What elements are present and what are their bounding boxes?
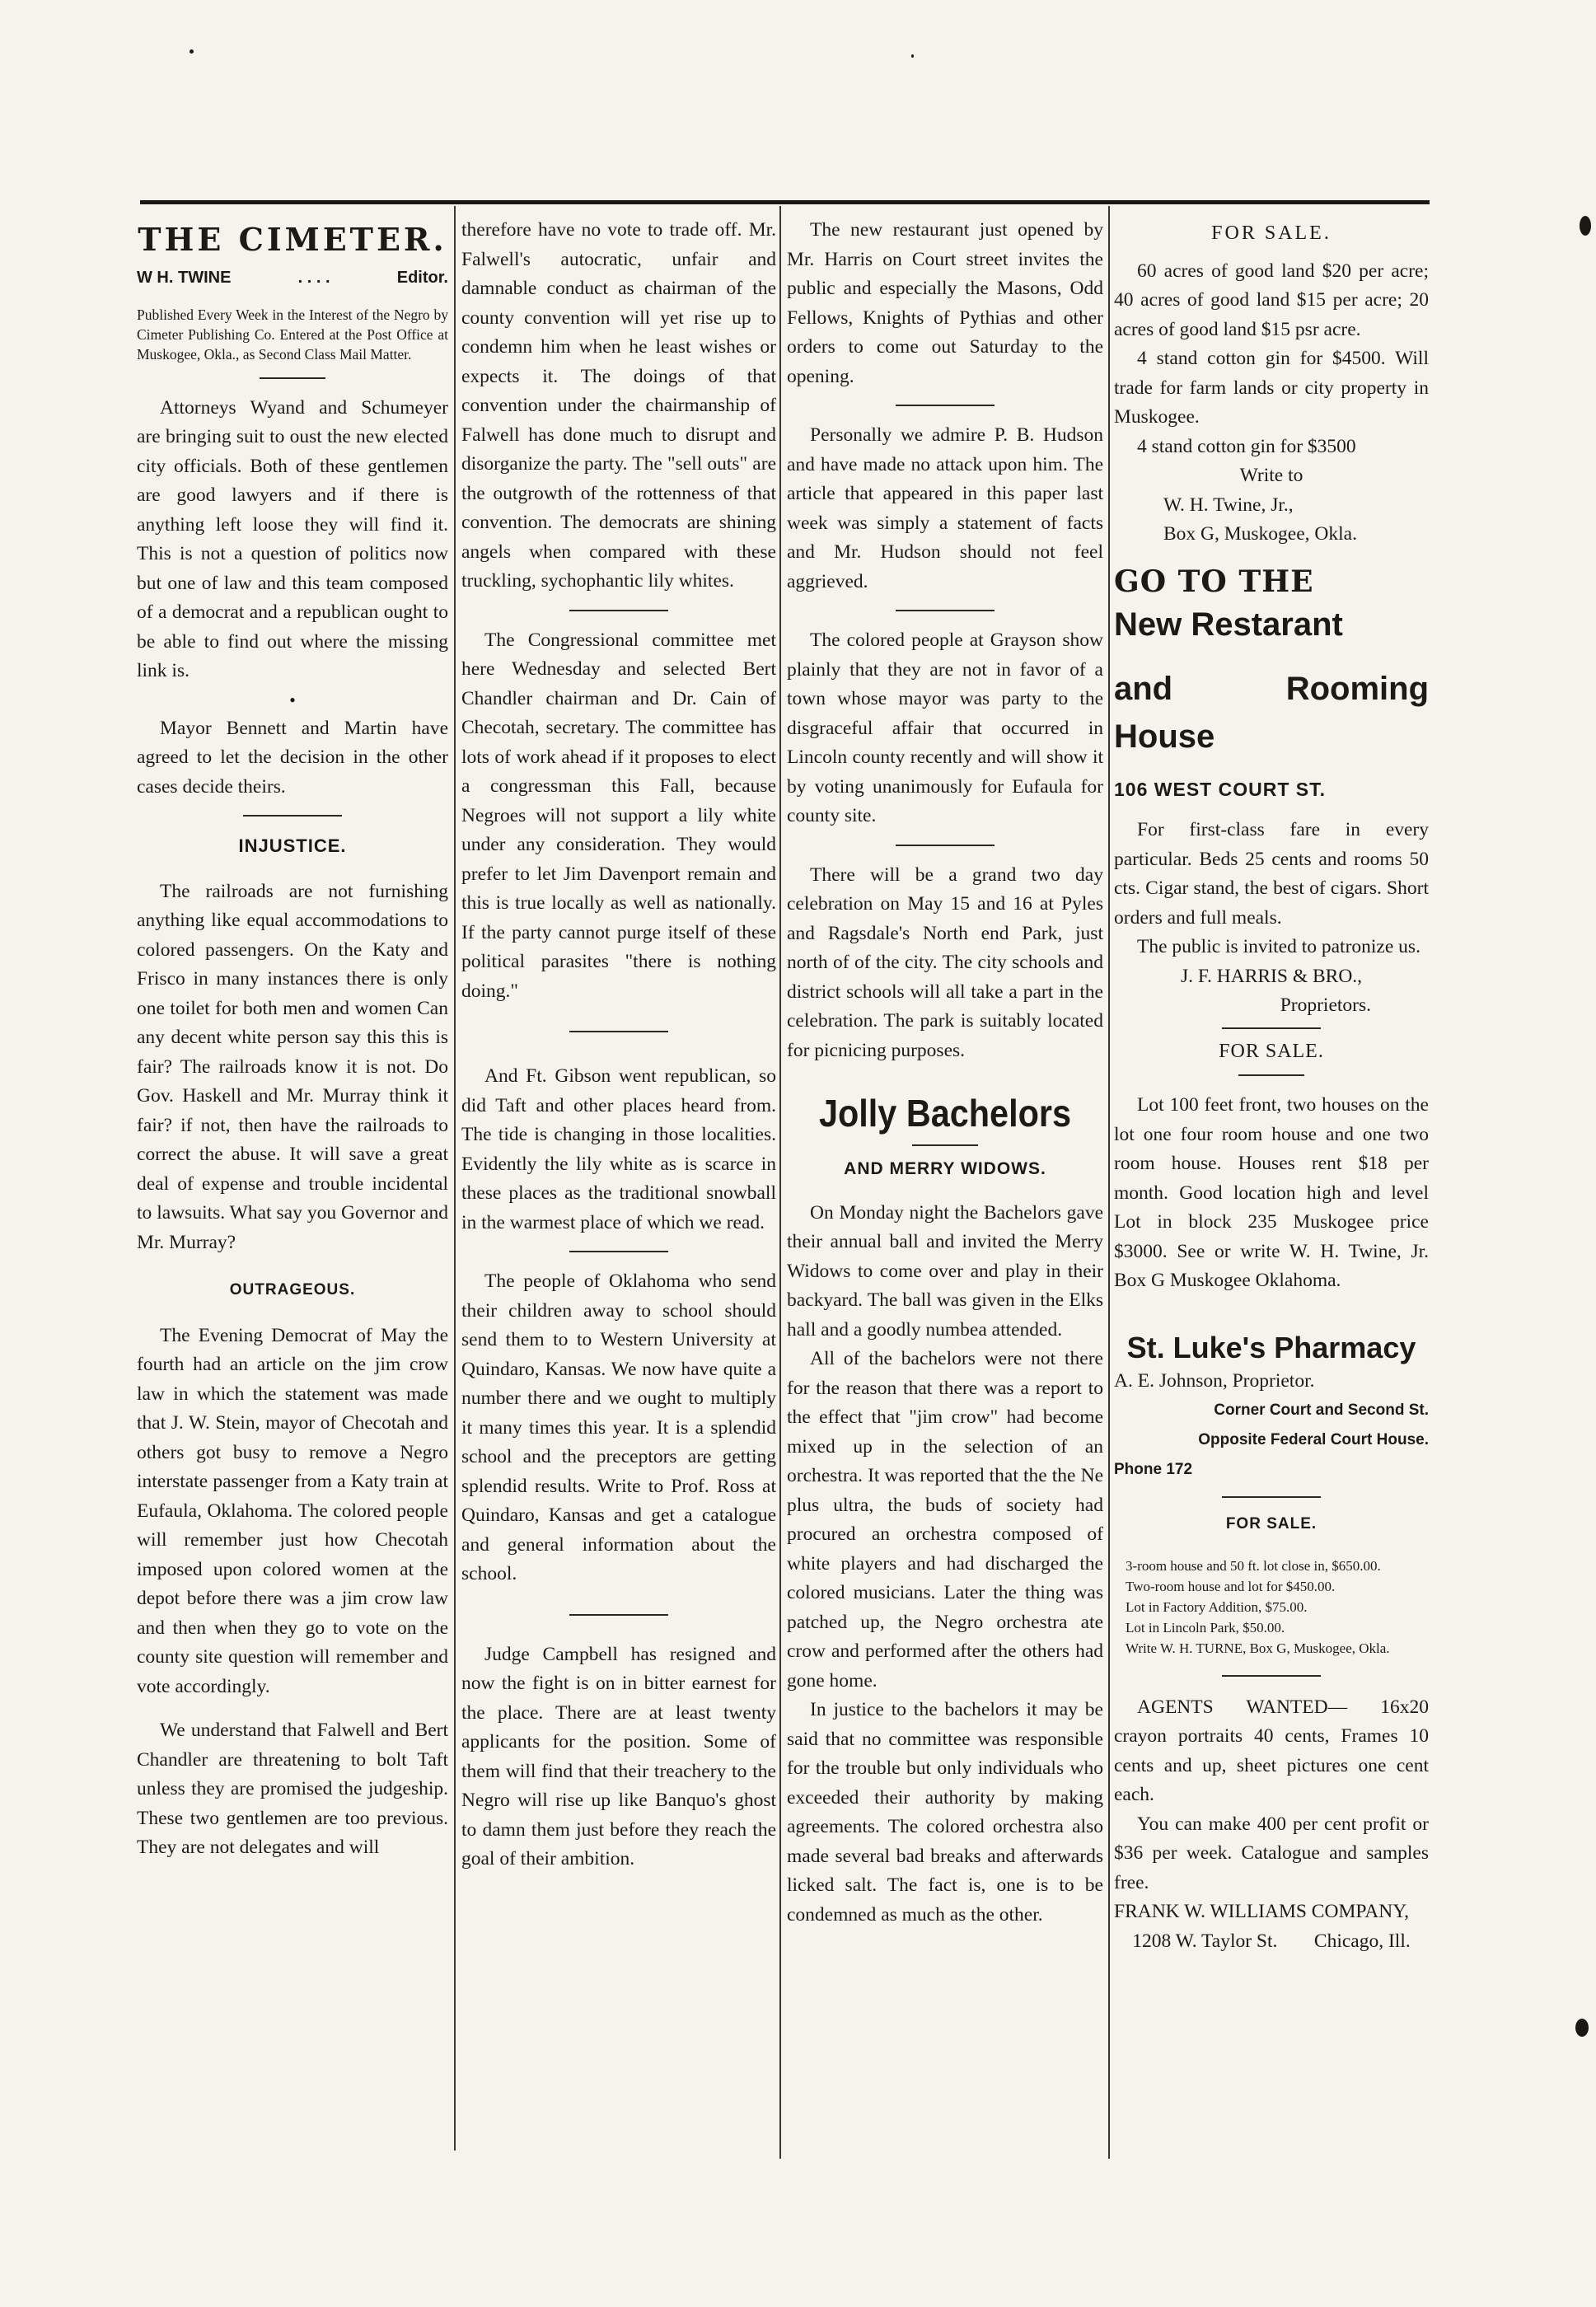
divider (569, 1251, 668, 1252)
forsale-gin-1: 4 stand cotton gin for $4500. Will trade for farm lands or city property in Muskogee. (1114, 348, 1429, 428)
editor-role: Editor. (396, 269, 448, 287)
divider (260, 377, 325, 379)
article-grayson: The colored people at Grayson show plainly that they are not in favor of a town whose mayor was party to the disgraceful affair that occurred in Lincoln county recently and will show it by voting unanimously for Eufaula for county site. (787, 629, 1103, 826)
print-speck (1575, 2019, 1589, 2037)
pharmacy-opposite: Opposite Federal Court House. (1198, 1431, 1429, 1448)
agents-address-street: 1208 W. Taylor St. (1132, 1930, 1278, 1952)
forsale-land: 60 acres of good land $20 per acre; 40 acres of good land $15 per acre; 20 acres of good land $15 psr acre. (1114, 260, 1429, 340)
published-note: Published Every Week in the Interest of the Negro by Cimeter Publishing Co. Entered at the Post Office at Muskogee, Okla., as Second Class Mail Matter. (137, 306, 448, 363)
forsale-houses: Lot 100 feet front, two houses on the lot one four room house and one two room house. Houses rent $18 per month. Good location high and level Lot in block 235 Muskogee price $3000. See or write W. H. Twine, Jr. Box G Muskogee Oklahoma. (1114, 1094, 1429, 1291)
forsale-gin-2: 4 stand cotton gin for $3500 (1137, 435, 1356, 457)
ad-description: For first-class fare in every particular. Beds 25 cents and rooms 50 cts. Cigar stand, the best of cigars. Short orders and full meals. (1114, 819, 1429, 929)
forsale-listing-5: Write W. H. TURNE, Box G, Muskogee, Okla. (1126, 1640, 1390, 1656)
forsale-title-3: FOR SALE. (1225, 1515, 1318, 1533)
column-1 (137, 216, 448, 1863)
forsale-listing-2: Two-room house and lot for $450.00. (1126, 1578, 1336, 1594)
forsale-contact-name: W. H. Twine, Jr., (1163, 494, 1294, 516)
agents-wanted: AGENTS WANTED— 16x20 crayon portraits 40 cents, Frames 10 cents and up, sheet pictures one cent each. (1114, 1696, 1429, 1805)
ad-invitation: The public is invited to patronize us. (1137, 936, 1420, 957)
ad-proprietors: Proprietors. (1280, 994, 1371, 1016)
column-rule-3 (1108, 206, 1110, 2159)
column-4 (1114, 216, 1429, 1956)
divider (1222, 1027, 1321, 1029)
print-speck (190, 49, 194, 54)
print-speck (911, 54, 914, 58)
ad-address: 106 WEST COURT ST. (1114, 778, 1326, 800)
pharmacy-corner: Corner Court and Second St. (1214, 1402, 1429, 1419)
agents-address (1114, 1927, 1429, 1957)
headline-jolly-bachelors: Jolly Bachelors (818, 1092, 1072, 1135)
column-2 (461, 216, 776, 1874)
article-injustice: The railroads are not furnishing anything like equal accommodations to colored passengers. On the Katy and Frisco in many instances there is only one toilet for both men and women Can any decent white person say this this is fair? The railroads know it is not. Do Gov. Haskell and Mr. Murray think it fair? if not, then have the railroads to correct the abuse. It will save a great deal of expense and trouble incidental to lawsuits. What say you Governor and Mr. Murray? (137, 880, 448, 1253)
forsale-write-to: Write to (1239, 465, 1303, 486)
forsale-title-2: FOR SALE. (1219, 1040, 1324, 1062)
divider (569, 1031, 668, 1032)
editor-dots: . . . . (297, 269, 330, 287)
article-mayor: Mayor Bennett and Martin have agreed to let the decision in the other cases decide theirs. (137, 717, 448, 798)
article-bachelors-orchestra: All of the bachelors were not there for the reason that there was a report to the effect that "jim crow" had become mixed up in the selection of an orchestra. It was reported that the the Ne plus ultra, the buds of society had procured an orchestra composed of white players and had discharged the colored musicians. Later the thing was patched up, the Negro orchestra ate crow and performed after the others had gone home. (787, 1348, 1103, 1692)
article-bachelors-ball: On Monday night the Bachelors gave their annual ball and invited the Merry Widows to come over and play in their backyard. The ball was given in the Elks hall and a goodly numbea attended. (787, 1201, 1103, 1341)
divider (896, 845, 995, 846)
agents-profit: You can make 400 per cent profit or $36 per week. Catalogue and samples free. (1114, 1813, 1429, 1893)
pharmacy-owner: A. E. Johnson, Proprietor. (1114, 1369, 1315, 1392)
headline-outrageous: OUTRAGEOUS. (229, 1281, 356, 1299)
ad-rooming-house: and Rooming House (1114, 670, 1429, 755)
editor-name: W H. TWINE (137, 269, 232, 287)
divider (1222, 1496, 1321, 1498)
divider (896, 405, 995, 406)
masthead-title: THE CIMETER. (138, 221, 447, 258)
article-congressional: The Congressional committee met here Wednesday and selected Bert Chandler chairman and Dr. Cain of Checotah, secretary. The committee has lots of work ahead if it proposes to elect a congressman this Fall, because Negroes will not support a lily white under any consideration. They would prefer to let Jim Davenport remain and this is true locally as well as nationally. If the party cannot purge itself of these political parasites "there is nothing doing." (461, 629, 776, 1002)
article-ft-gibson: And Ft. Gibson went republican, so did Taft and other places heard from. The tide is changing in those localities. Evidently the lily white as is scarce in these places as the traditional snowball in the warmest place of which we read. (461, 1065, 776, 1233)
forsale-title-1: FOR SALE. (1211, 222, 1332, 244)
divider (1222, 1675, 1321, 1677)
pharmacy-title: St. Luke's Pharmacy (1126, 1330, 1416, 1364)
headline-injustice: INJUSTICE. (238, 835, 347, 856)
forsale-listing-4: Lot in Lincoln Park, $50.00. (1126, 1619, 1285, 1635)
agents-address-city: Chicago, Ill. (1313, 1930, 1411, 1952)
column-rule-2 (779, 206, 781, 2159)
ad-new-restarant: New Restarant (1114, 606, 1343, 643)
column-3 (787, 216, 1103, 1930)
divider (912, 1144, 978, 1146)
article-hudson: Personally we admire P. B. Hudson and have made no attack upon him. The article that appeared in this paper last week was simply a statement of facts and Mr. Hudson should not feel aggrieved. (787, 424, 1103, 592)
column-rule-1 (454, 206, 456, 2150)
editor-line (137, 264, 448, 293)
forsale-contact-box: Box G, Muskogee, Okla. (1163, 523, 1357, 545)
article-falwell-continued: therefore have no vote to trade off. Mr. Falwell's autocratic, unfair and damnable conduct as chairman of the county convention will yet rise up to condemn him when he least wishes or expects it. The doings of that convention under the chairmanship of Falwell has done much to disrupt and disorganize the party. The "sell outs" are the outgrowth of the rottenness of that convention. The democrats are shining angels when compared with these truckling, sychophantic lily whites. (461, 219, 776, 592)
pharmacy-phone: Phone 172 (1114, 1461, 1193, 1478)
divider (896, 610, 995, 611)
top-rule (140, 200, 1430, 204)
article-falwell: We understand that Falwell and Bert Chandler are threatening to bolt Taft unless they are promised the judgeship. These two gentlemen are too previous. They are not delegates and will (137, 1720, 448, 1858)
article-attorneys: Attorneys Wyand and Schumeyer are bringing suit to oust the new elected city officials. Both of these gentlemen are good lawyers and if there is anything left loose they will find it. This is not a question of politics now but one of law and this team composed of a democrat and a republican ought to be able to find out where the missing link is. (137, 396, 448, 681)
subhead-merry-widows: AND MERRY WIDOWS. (844, 1159, 1046, 1178)
article-restaurant: The new restaurant just opened by Mr. Harris on Court street invites the public and especially the Masons, Odd Fellows, Knights of Pythias and other orders to come out Saturday to the opening. (787, 219, 1103, 387)
agents-company: FRANK W. WILLIAMS COMPANY, (1114, 1901, 1410, 1922)
article-outrageous: The Evening Democrat of May the fourth had an article on the jim crow law in which the statement was made that J. W. Stein, mayor of Checotah and others got busy to remove a Negro interstate passenger from a Katy train at Eufaula, Oklahoma. The colored people will remember just how Checotah imposed upon colored women at the depot before there was a jim crow law and then when they go to vote on the county site question will remember and vote accordingly. (137, 1324, 448, 1697)
ad-signature: J. F. HARRIS & BRO., (1180, 965, 1363, 987)
bullet-divider: • (289, 689, 296, 710)
article-bachelors-justice: In justice to the bachelors it may be said that no committee was responsible for the trouble but only individuals who exceeded their authority by making agreements. The colored orchestra also made several bad breaks and afterwards licked salt. The fact is, one is to be condemned as much as the other. (787, 1699, 1103, 1926)
forsale-listing-3: Lot in Factory Addition, $75.00. (1126, 1598, 1308, 1615)
forsale-listing-1: 3-room house and 50 ft. lot close in, $650.00. (1126, 1557, 1381, 1574)
divider (1238, 1074, 1304, 1076)
print-speck (1580, 216, 1591, 236)
article-celebration: There will be a grand two day celebration on May 15 and 16 at Pyles and Ragsdale's North end Park, just north of of the city. The city schools and district schools will all take a part in the celebration. The park is suitably located for picnicing purposes. (787, 863, 1103, 1061)
article-judge-campbell: Judge Campbell has resigned and now the fight is on in bitter earnest for the place. There are at least twenty applicants for the position. Some of them will find that their treachery to the Negro will rise up like Banquo's ghost to damn them just before they reach the goal of their ambition. (461, 1643, 776, 1869)
divider (569, 610, 668, 611)
ad-go-to-the: GO TO THE (1114, 564, 1314, 599)
divider (243, 815, 342, 817)
article-western-university: The people of Oklahoma who send their children away to school should send them to to Western University at Quindaro, Kansas. We now have quite a number there and we ought to multiply it many times this year. It is a splendid school and the preceptors are getting splendid results. Write to Prof. Ross at Quindaro, Kansas and get a catalogue and general information about the school. (461, 1270, 776, 1584)
divider (569, 1614, 668, 1616)
